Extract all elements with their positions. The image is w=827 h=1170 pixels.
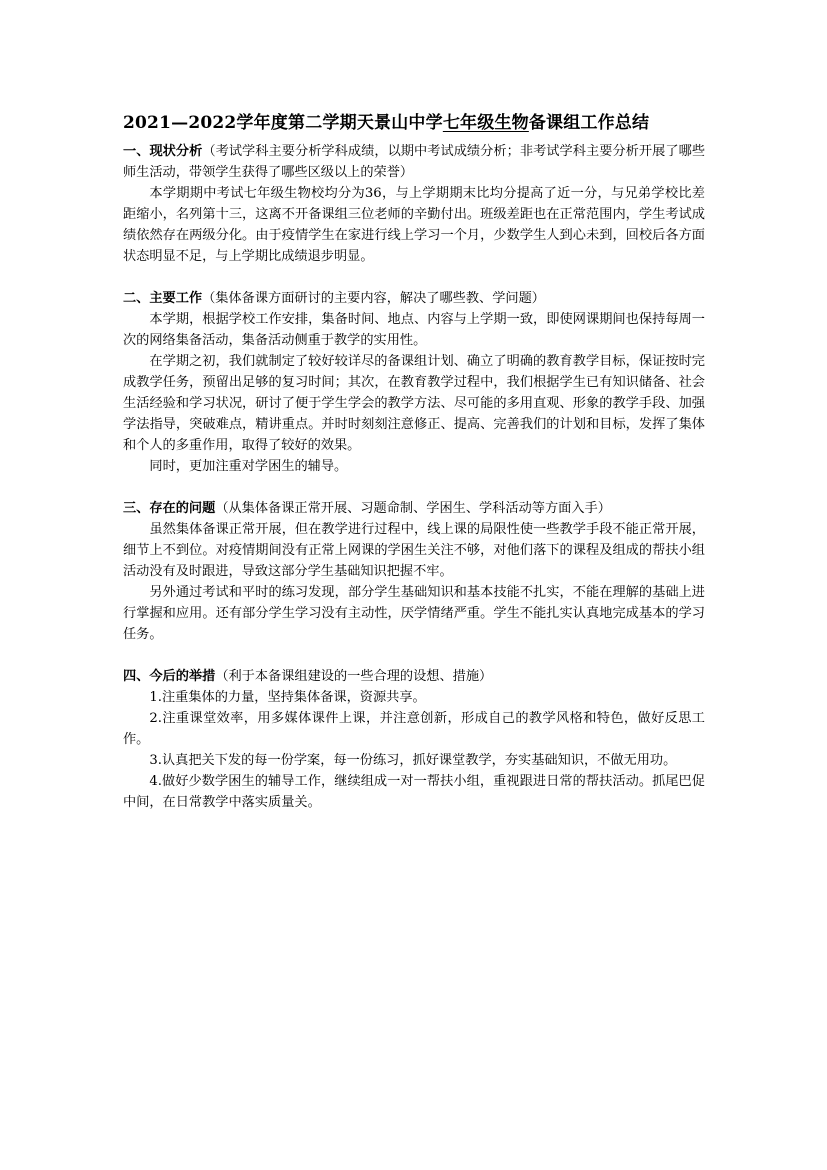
section-1-note: （考试学科主要分析学科成绩，以期中考试成绩分析；非考试学科主要分析开展了哪些师生活动，带领学生获得了哪些区级以上的荣誉） — [123, 144, 706, 180]
section-3-title: 三、存在的问题 — [123, 501, 216, 516]
title-prefix: 2021—2022学年度第二学期天景山中学 — [123, 113, 443, 133]
title-subject: 七年级生物 — [442, 113, 529, 133]
title-suffix: 备课组工作总结 — [528, 113, 650, 133]
section-4-note: （利于本备课组建设的一些合理的设想、措施） — [215, 669, 493, 684]
section-2-paragraph: 同时，更加注重对学困生的辅导。 — [149, 459, 348, 474]
section-2-heading — [123, 288, 705, 309]
document-body — [123, 141, 705, 813]
section-2-title: 二、主要工作 — [123, 291, 203, 306]
section-3-note: （从集体备课正常开展、习题命制、学困生、学科活动等方面入手） — [215, 501, 611, 516]
document-title — [123, 110, 723, 136]
section-2-note: （集体备课方面研讨的主要内容，解决了哪些教、学问题） — [202, 291, 545, 306]
section-4-list-item: 4.做好少数学困生的辅导工作，继续组成一对一帮扶小组，重视跟进日常的帮扶活动。抓尾巴促中间，在日常教学中落实质量关。 — [123, 774, 705, 810]
section-1-paragraph: 本学期期中考试七年级生物校均分为36，与上学期期末比均分提高了近一分，与兄弟学校比差距缩小，名列第十三，这离不开备课组三位老师的辛勤付出。班级差距也在正常范围内，学生考试成绩依然存在两级分化。由于疫情学生在家进行线上学习一个月，少数学生人到心未到，回校后各方面状态明显不足，与上学期比成绩退步明显。 — [123, 186, 705, 264]
section-4-heading — [123, 666, 705, 687]
section-1-heading — [123, 141, 705, 183]
section-3-paragraph: 另外通过考试和平时的练习发现，部分学生基础知识和基本技能不扎实，不能在理解的基础上进行掌握和应用。还有部分学生学习没有主动性，厌学情绪严重。学生不能扎实认真地完成基本的学习任务。 — [123, 585, 705, 642]
section-spacer — [123, 477, 705, 498]
section-4-list-item: 3.认真把关下发的每一份学案，每一份练习，抓好课堂教学，夯实基础知识，不做无用功。 — [149, 753, 677, 768]
section-spacer — [123, 645, 705, 666]
section-3-paragraph: 虽然集体备课正常开展，但在教学进行过程中，线上课的局限性使一些教学手段不能正常开展，细节上不到位。对疫情期间没有正常上网课的学困生关注不够，对他们落下的课程及组成的帮扶小组活动没有及时跟进，导致这部分学生基础知识把握不牢。 — [123, 522, 705, 579]
section-4-title: 四、今后的举措 — [123, 669, 216, 684]
section-spacer — [123, 267, 705, 288]
section-2-paragraph: 本学期，根据学校工作安排，集备时间、地点、内容与上学期一致，即使网课期间也保持每周一次的网络集备活动，集备活动侧重于教学的实用性。 — [123, 312, 705, 348]
section-3-heading — [123, 498, 705, 519]
section-4-list-item: 2.注重课堂效率，用多媒体课件上课，并注意创新，形成自己的教学风格和特色，做好反思工作。 — [123, 711, 705, 747]
section-1-title: 一、现状分析 — [123, 144, 203, 159]
section-2-paragraph: 在学期之初，我们就制定了较好较详尽的备课组计划、确立了明确的教育教学目标，保证按时完成教学任务，预留出足够的复习时间；其次，在教育教学过程中，我们根据学生已有知识储备、社会生活经验和学习状况，研讨了便于学生学会的教学方法、尽可能的多用直观、形象的教学手段、加强学法指导，突破难点，精讲重点。并时时刻刻注意修正、提高、完善我们的计划和目标，发挥了集体和个人的多重作用，取得了较好的效果。 — [123, 354, 705, 453]
section-4-list-item: 1.注重集体的力量，坚持集体备课，资源共享。 — [149, 690, 426, 705]
